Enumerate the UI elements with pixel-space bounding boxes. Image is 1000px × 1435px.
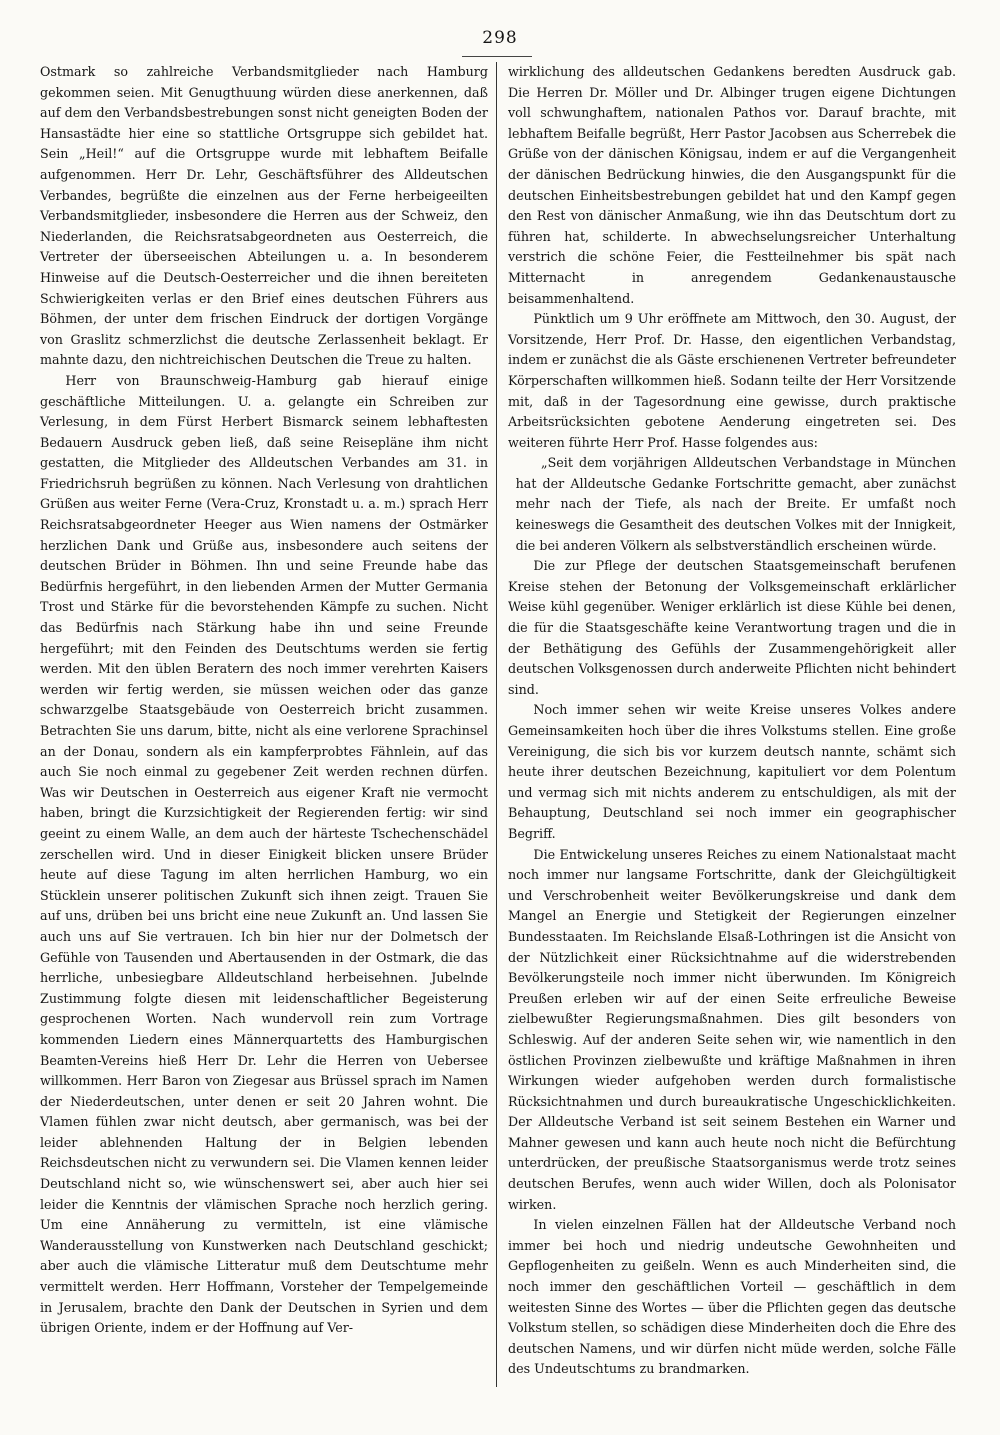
right-paragraph-6: Die Entwickelung unseres Reiches zu einem Nationalstaat macht noch immer nur langsame Fortschritte, dank der Gleichgültigkeit und Verschrobenheit weiter Bevölkerungskreise und dank dem Mangel an Energie und Stetigkeit der Regierungen einzelner Bundesstaaten. Im Reichslande Elsaß-Lothringen ist die Ansicht von der Nützlichkeit einer Rücksichtnahme auf die widerstrebenden Bevölkerungsteile noch immer nicht überwunden. Im Königreich Preußen erleben wir auf der einen Seite erfreuliche Beweise zielbewußter Regierungsmaßnahmen. Dies gilt besonders von Schleswig. Auf der anderen Seite sehen wir, wie namentlich in den östlichen Provinzen zielbewußte und kräftige Maßnahmen in ihren Wirkungen wieder aufgehoben werden durch formalistische Rücksichtnahmen und durch bureaukratische Ungeschicklichkeiten. Der Alldeutsche Verband ist seit seinem Bestehen ein Warner und Mahner gewesen und kann auch heute noch nicht die Befürchtung unterdrücken, der preußische Staatsorganismus werde trotz seines deutschen Berufes, wenn auch wider Willen, doch als Polonisator wirken. [508,846,956,1212]
right-paragraph-5: Noch immer sehen wir weite Kreise unseres Volkes andere Gemeinsamkeiten hoch über die ihres Volkstums stellen. Eine große Vereinigung, die sich bis vor kurzem deutsch nannte, schämt sich heute ihrer deutschen Bezeichnung, kapituliert vor dem Polentum und vermag sich mit nichts anderem zu entschuldigen, als mit der Behauptung, Deutschland sei noch immer ein geographischer Begriff. [508,702,956,841]
left-paragraph-2: Herr von Braunschweig-Hamburg gab hierauf einige geschäftliche Mitteilungen. U. a. gelangte ein Schreiben zur Verlesung, in dem Fürst Herbert Bismarck seinem lebhaftesten Bedauern Ausdruck geben ließ, daß seine Reisepläne ihm nicht gestatten, die Mitglieder des Alldeutschen Verbandes am 31. in Friedrichsruh begrüßen zu können. Nach Verlesung von drahtlichen Grüßen aus weiter Ferne (Vera-Cruz, Kronstadt u. a. m.) sprach Herr Reichsratsabgeordneter Heeger aus Wien namens der Ostmärker herzlichen Dank und Grüße aus, insbesondere auch seitens der deutschen Brüder in Böhmen. Ihn und seine Freunde habe das Bedürfnis hergeführt, in den liebenden Armen der Mutter Germania Trost und Stärke für die bevorstehenden Kämpfe zu suchen. Nicht das Bedürfnis nach Stärkung habe ihn und seine Freunde hergeführt; mit den Feinden des Deutschtums werden sie fertig werden. Mit den üblen Beratern des noch immer verehrten Kaisers werden wir fertig werden, sie müssen weichen oder das ganze schwarzgelbe Staatsgebäude von Oesterreich bricht zusammen. Betrachten Sie uns darum, bitte, nicht als eine verlorene Sprachinsel an der Donau, sondern als ein kampferprobtes Fähnlein, auf das auch Sie noch einmal zu gegebener Zeit werden rechnen dürfen. Was wir Deutschen in Oesterreich aus eigener Kraft nie vermocht haben, bringt die Kurzsichtigkeit der Regierenden fertig: wir sind geeint zu einem Walle, an dem auch der härteste Tschechenschädel zerschellen wird. Und in dieser Einigkeit blicken unsere Brüder heute auf diese Tagung im alten herrlichen Hamburg, wo ein Stücklein unserer politischen Zukunft sich ihnen zeigt. Trauen Sie auf uns, drüben bei uns bricht eine neue Zukunft an. Und lassen Sie auch uns auf Sie vertrauen. Ich bin hier nur der Dolmetsch der Gefühle von Tausenden und Abertausenden in der Ostmark, die das herrliche, unbesiegbare Alldeutschland herbeisehnen. Jubelnde Zustimmung folgte diesen mit leidenschaftlicher Begeisterung gesprochenen Worten. Nach wundervoll rein zum Vortrage kommenden Liedern eines Männerquartetts des Hamburgischen Beamten-Vereins hieß Herr Dr. Lehr die Herren von Uebersee willkommen. Herr Baron von Ziegesar aus Brüssel sprach im Namen der Niederdeutschen, unter denen er seit 20 Jahren wohnt. Die Vlamen fühlen zwar nicht deutsch, aber germanisch, was bei der leider ablehnenden Haltung der in Belgien lebenden Reichsdeutschen nicht zu verwundern sei. Die Vlamen kennen leider Deutschland nicht so, wie wünschenswert sei, aber auch hier sei leider die Kenntnis der vlämischen Sprache noch herzlich gering. Um eine Annäherung zu vermitteln, ist eine vlämische Wanderausstellung von Kunstwerken nach Deutschland geschickt; aber auch die vlämische Litteratur muß dem Deutschtume mehr vermittelt werden. Herr Hoffmann, Vorsteher der Tempelgemeinde in Jerusalem, brachte den Dank der Deutschen in Syrien und dem übrigen Oriente, indem er der Hoffnung auf Ver- [40,372,488,1336]
right-paragraph-2: Pünktlich um 9 Uhr eröffnete am Mittwoch, den 30. August, der Vorsitzende, Herr Prof. Dr. Hasse, den eigentlichen Verbandstag, indem er zunächst die als Gäste erschienenen Vertreter befreundeter Körperschaften willkommen hieß. Sodann teilte der Herr Vorsitzende mit, daß in der Tagesordnung eine gewisse, durch praktische Arbeitsrücksichten gebotene Aenderung eingetreten sei. Des weiteren führte Herr Prof. Hasse folgendes aus: [508,311,956,450]
right-paragraph-4: Die zur Pflege der deutschen Staatsgemeinschaft berufenen Kreise stehen der Betonung der Volksgemeinschaft erklärlicher Weise kühl gegenüber. Weniger erklärlich ist diese Kühle bei denen, die für die Staatsgeschäfte keine Verantwortung tragen und die in der Bethätigung des Gefühls der Zusammengehörigkeit aller deutschen Volksgenossen durch anderweite Pflichten nicht behindert sind. [508,558,956,697]
page-number: 298 [482,28,518,48]
column-divider [496,62,497,1387]
right-column [508,62,956,1380]
right-paragraph-1: wirklichung des alldeutschen Gedankens beredten Ausdruck gab. Die Herren Dr. Möller und Dr. Albinger trugen eigene Dichtungen voll schwunghaftem, nationalen Pathos vor. Darauf brachte, mit lebhaftem Beifalle begrüßt, Herr Pastor Jacobsen aus Scherrebek die Grüße von der dänischen Königsau, indem er auf die Vergangenheit der dänischen Bedrückung hinwies, die den Ausgangspunkt für die deutschen Einheitsbestrebungen gebildet hat und den Kampf gegen den Rest von dänischer Anmaßung, wie ihn das Deutschtum dort zu führen hat, schilderte. In abwechselungsreicher Unterhaltung verstrich die schöne Feier, die Festteilnehmer bis spät nach Mitternacht in anregendem Gedankenaustausche beisammenhaltend. [508,64,956,306]
left-paragraph-1: Ostmark so zahlreiche Verbandsmitglieder nach Hamburg gekommen seien. Mit Genugthuung würden diese anerkennen, daß auf dem den Verbandsbestrebungen sonst nicht geneigten Boden der Hansastädte hier eine so stattliche Ortsgruppe sich gebildet hat. Sein „Heil!“ auf die Ortsgruppe wurde mit lebhaftem Beifalle aufgenommen. Herr Dr. Lehr, Geschäftsführer des Alldeutschen Verbandes, begrüßte die einzelnen aus der Ferne herbeigeeilten Verbandsmitglieder, insbesondere die Herren aus der Schweiz, den Niederlanden, die Reichsratsabgeordneten aus Oesterreich, die Vertreter der überseeischen Abteilungen u. a. In besonderem Hinweise auf die Deutsch-Oesterreicher und die ihnen bereiteten Schwierigkeiten verlas er den Brief eines deutschen Führers aus Böhmen, der unter dem frischen Eindruck der dortigen Vorgänge von Graslitz schmerzlichst die deutsche Zerlassenheit beklagt. Er mahnte dazu, den nichtreichischen Deutschen die Treue zu halten. [40,64,488,368]
left-column [40,62,488,1339]
header-rule [462,56,532,57]
right-paragraph-7: In vielen einzelnen Fällen hat der Alldeutsche Verband noch immer bei hoch und niedrig undeutsche Gewohnheiten und Gepflogenheiten zu geißeln. Wenn es auch Minderheiten sind, die noch immer den geschäftlichen Vorteil — geschäftlich in dem weitesten Sinne des Wortes — über die Pflichten gegen das deutsche Volkstum stellen, so schädigen diese Minderheiten doch die Ehre des deutschen Namens, und wir dürfen nicht müde werden, solche Fälle des Undeutschtums zu brandmarken. [508,1217,956,1377]
right-paragraph-3: „Seit dem vorjährigen Alldeutschen Verbandstage in München hat der Alldeutsche Gedanke Fortschritte gemacht, aber zunächst mehr nach der Tiefe, als nach der Breite. Er umfaßt noch keineswegs die Gesamtheit des deutschen Volkes mit der Innigkeit, die bei anderen Völkern als selbstverständlich erscheinen würde. [515,455,956,553]
